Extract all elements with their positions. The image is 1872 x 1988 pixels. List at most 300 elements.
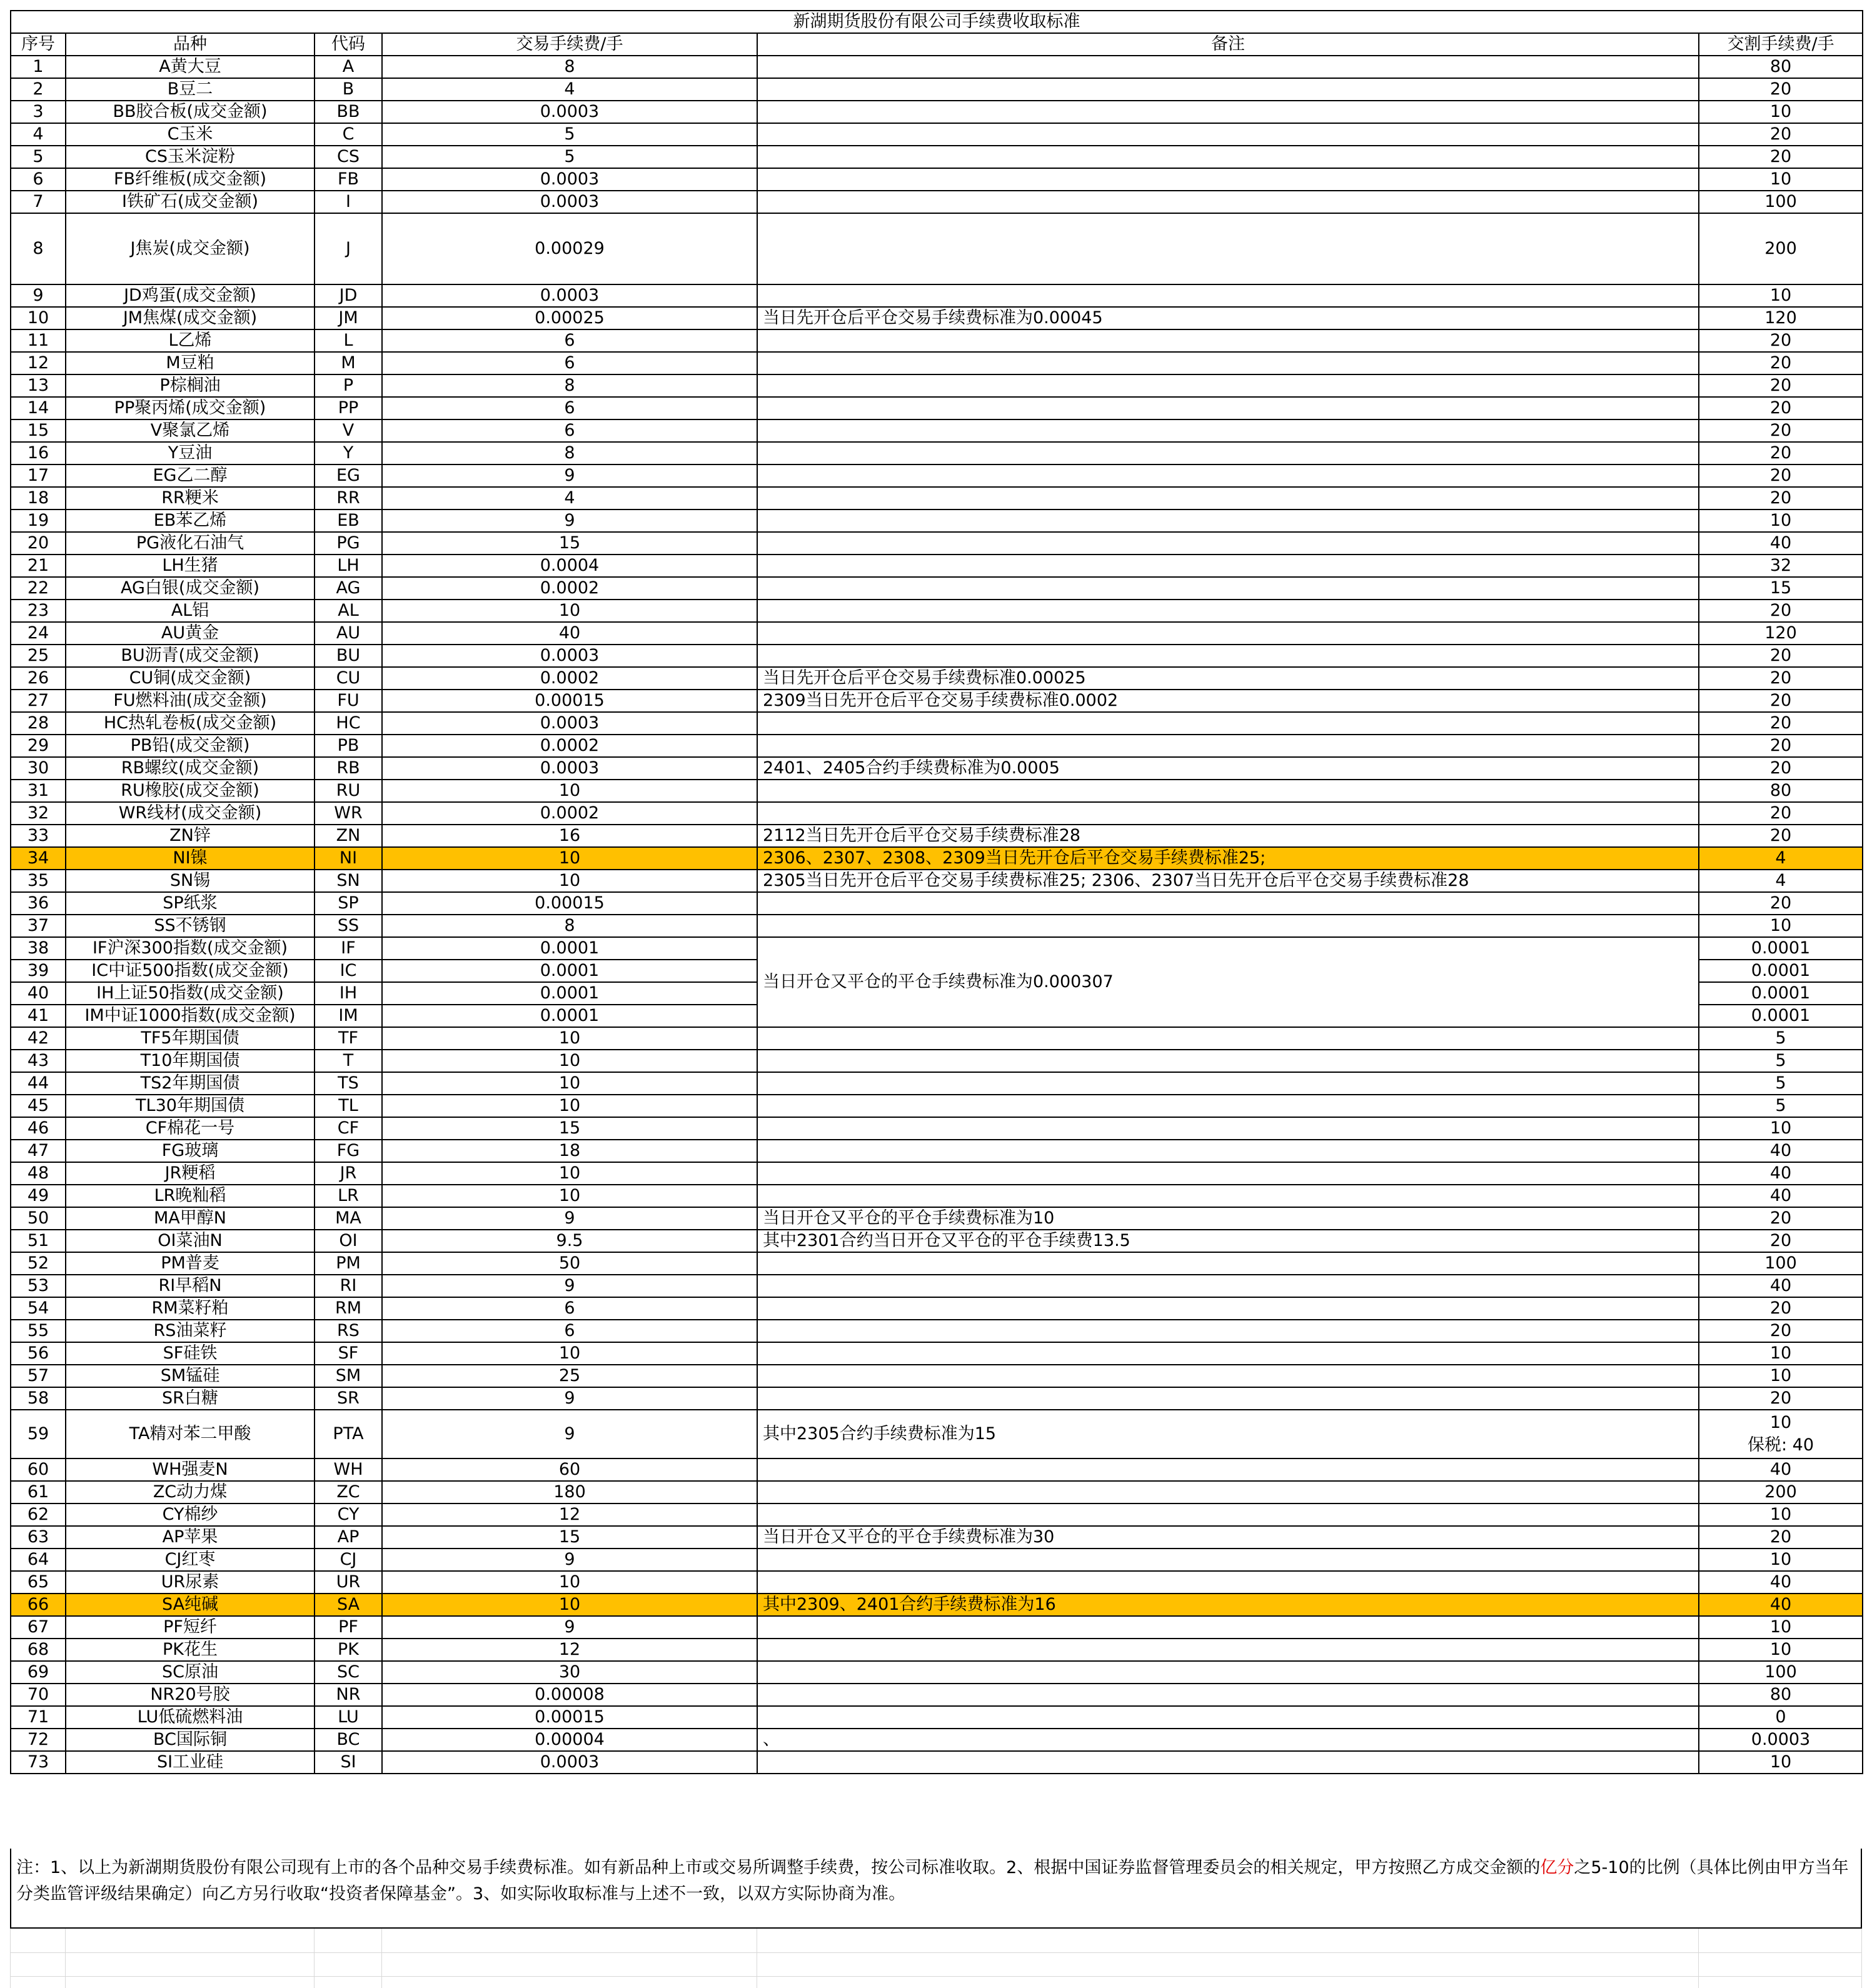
cell-delivery: 10 <box>1699 1342 1863 1365</box>
cell-code: RR <box>315 487 382 510</box>
cell-name: SM锰硅 <box>66 1365 315 1387</box>
cell-remark <box>757 1639 1699 1661</box>
empty-grid-area <box>10 1929 1862 1988</box>
cell-fee: 0.00029 <box>382 213 757 284</box>
cell-delivery: 5 <box>1699 1050 1863 1072</box>
cell-name: SP纸浆 <box>66 892 315 915</box>
cell-name: SR白糖 <box>66 1387 315 1410</box>
table-row <box>11 1342 1863 1365</box>
cell-name: IM中证1000指数(成交金额) <box>66 1005 315 1027</box>
cell-code: A <box>315 56 382 78</box>
table-row <box>11 712 1863 735</box>
cell-delivery: 20 <box>1699 487 1863 510</box>
cell-no: 50 <box>11 1207 66 1230</box>
cell-remark <box>757 1050 1699 1072</box>
table-row <box>11 464 1863 487</box>
cell-no: 27 <box>11 690 66 712</box>
cell-name: RB螺纹(成交金额) <box>66 757 315 780</box>
cell-name: IH上证50指数(成交金额) <box>66 982 315 1005</box>
cell-name: LH生猪 <box>66 555 315 577</box>
table-row <box>11 667 1863 690</box>
cell-name: SI工业硅 <box>66 1751 315 1774</box>
cell-code: FB <box>315 168 382 191</box>
cell-code: HC <box>315 712 382 735</box>
cell-code: CY <box>315 1504 382 1526</box>
cell-remark <box>757 329 1699 352</box>
cell-name: TL30年期国债 <box>66 1095 315 1117</box>
cell-code: SP <box>315 892 382 915</box>
cell-no: 7 <box>11 191 66 213</box>
cell-code: FG <box>315 1140 382 1162</box>
cell-name: IC中证500指数(成交金额) <box>66 960 315 982</box>
cell-remark <box>757 419 1699 442</box>
cell-name: HC热轧卷板(成交金额) <box>66 712 315 735</box>
cell-name: CS玉米淀粉 <box>66 146 315 168</box>
cell-no: 5 <box>11 146 66 168</box>
cell-name: PF短纤 <box>66 1616 315 1639</box>
cell-code: P <box>315 374 382 397</box>
cell-no: 9 <box>11 284 66 307</box>
cell-code: C <box>315 123 382 146</box>
cell-name: TA精对苯二甲酸 <box>66 1410 315 1458</box>
cell-no: 21 <box>11 555 66 577</box>
cell-name: BB胶合板(成交金额) <box>66 101 315 123</box>
cell-fee: 8 <box>382 442 757 464</box>
table-row <box>11 1616 1863 1639</box>
cell-no: 34 <box>11 847 66 870</box>
cell-code: RI <box>315 1275 382 1297</box>
cell-code: J <box>315 213 382 284</box>
cell-code: TL <box>315 1095 382 1117</box>
cell-remark <box>757 78 1699 101</box>
cell-remark <box>757 1458 1699 1481</box>
cell-no: 23 <box>11 600 66 622</box>
cell-no: 8 <box>11 213 66 284</box>
cell-name: PB铅(成交金额) <box>66 735 315 757</box>
cell-fee: 0.0003 <box>382 712 757 735</box>
cell-delivery: 0.0003 <box>1699 1729 1863 1751</box>
cell-remark: 其中2305合约手续费标准为15 <box>757 1410 1699 1458</box>
cell-delivery: 200 <box>1699 213 1863 284</box>
cell-code: BC <box>315 1729 382 1751</box>
cell-code: PM <box>315 1252 382 1275</box>
cell-no: 14 <box>11 397 66 419</box>
cell-fee: 9 <box>382 1616 757 1639</box>
cell-fee: 9 <box>382 1549 757 1571</box>
cell-delivery: 10 <box>1699 101 1863 123</box>
cell-fee: 4 <box>382 487 757 510</box>
cell-code: IF <box>315 937 382 960</box>
cell-name: SS不锈钢 <box>66 915 315 937</box>
cell-code: SM <box>315 1365 382 1387</box>
cell-name: PK花生 <box>66 1639 315 1661</box>
cell-name: IF沪深300指数(成交金额) <box>66 937 315 960</box>
cell-remark <box>757 735 1699 757</box>
cell-no: 64 <box>11 1549 66 1571</box>
cell-no: 25 <box>11 645 66 667</box>
cell-delivery: 20 <box>1699 1387 1863 1410</box>
cell-delivery: 10 <box>1699 1751 1863 1774</box>
cell-remark <box>757 712 1699 735</box>
cell-remark <box>757 284 1699 307</box>
cell-fee: 15 <box>382 532 757 555</box>
footnote <box>10 1849 1862 1929</box>
cell-no: 16 <box>11 442 66 464</box>
cell-delivery: 10 <box>1699 284 1863 307</box>
cell-name: AP苹果 <box>66 1526 315 1549</box>
cell-no: 33 <box>11 825 66 847</box>
cell-name: SF硅铁 <box>66 1342 315 1365</box>
cell-code: JR <box>315 1162 382 1185</box>
cell-delivery: 20 <box>1699 442 1863 464</box>
cell-remark <box>757 352 1699 374</box>
cell-remark <box>757 56 1699 78</box>
cell-name: FG玻璃 <box>66 1140 315 1162</box>
cell-no: 46 <box>11 1117 66 1140</box>
cell-name: TF5年期国债 <box>66 1027 315 1050</box>
cell-code: PTA <box>315 1410 382 1458</box>
cell-fee: 0.0003 <box>382 191 757 213</box>
cell-fee: 0.0004 <box>382 555 757 577</box>
cell-fee: 60 <box>382 1458 757 1481</box>
cell-no: 4 <box>11 123 66 146</box>
cell-delivery: 20 <box>1699 329 1863 352</box>
cell-remark <box>757 802 1699 825</box>
table-row <box>11 374 1863 397</box>
cell-code: CS <box>315 146 382 168</box>
cell-code: RS <box>315 1320 382 1342</box>
cell-fee: 0.0003 <box>382 101 757 123</box>
cell-delivery: 10 <box>1699 915 1863 937</box>
cell-no: 56 <box>11 1342 66 1365</box>
cell-code: ZN <box>315 825 382 847</box>
cell-code: CF <box>315 1117 382 1140</box>
cell-remark: 2306、2307、2308、2309当日先开仓后平仓交易手续费标准25; <box>757 847 1699 870</box>
table-row <box>11 510 1863 532</box>
cell-fee: 5 <box>382 123 757 146</box>
cell-name: ZC动力煤 <box>66 1481 315 1504</box>
cell-fee: 10 <box>382 847 757 870</box>
cell-delivery: 20 <box>1699 123 1863 146</box>
cell-name: J焦炭(成交金额) <box>66 213 315 284</box>
cell-name: RM菜籽粕 <box>66 1297 315 1320</box>
table-row <box>11 600 1863 622</box>
cell-no: 1 <box>11 56 66 78</box>
header-row <box>11 33 1863 56</box>
cell-no: 29 <box>11 735 66 757</box>
cell-no: 55 <box>11 1320 66 1342</box>
cell-code: ZC <box>315 1481 382 1504</box>
cell-code: EB <box>315 510 382 532</box>
cell-name: SA纯碱 <box>66 1594 315 1616</box>
cell-name: EG乙二醇 <box>66 464 315 487</box>
cell-delivery: 20 <box>1699 352 1863 374</box>
cell-remark: 2401、2405合约手续费标准为0.0005 <box>757 757 1699 780</box>
cell-remark <box>757 1162 1699 1185</box>
cell-no: 39 <box>11 960 66 982</box>
cell-name: ZN锌 <box>66 825 315 847</box>
cell-remark <box>757 1751 1699 1774</box>
cell-delivery: 20 <box>1699 690 1863 712</box>
cell-delivery: 40 <box>1699 1185 1863 1207</box>
cell-name: LU低硫燃料油 <box>66 1706 315 1729</box>
cell-delivery: 120 <box>1699 622 1863 645</box>
cell-name: AL铝 <box>66 600 315 622</box>
cell-remark <box>757 213 1699 284</box>
table-row <box>11 622 1863 645</box>
cell-remark <box>757 1320 1699 1342</box>
table-row <box>11 123 1863 146</box>
cell-delivery: 10 <box>1699 1365 1863 1387</box>
cell-delivery: 20 <box>1699 892 1863 915</box>
cell-remark <box>757 1387 1699 1410</box>
header-name: 品种 <box>66 33 315 56</box>
cell-fee: 10 <box>382 1095 757 1117</box>
cell-fee: 10 <box>382 780 757 802</box>
cell-no: 42 <box>11 1027 66 1050</box>
cell-delivery: 80 <box>1699 56 1863 78</box>
cell-fee: 9.5 <box>382 1230 757 1252</box>
cell-fee: 0.0001 <box>382 982 757 1005</box>
cell-delivery: 20 <box>1699 374 1863 397</box>
cell-delivery: 20 <box>1699 1526 1863 1549</box>
cell-fee: 16 <box>382 825 757 847</box>
cell-name: CY棉纱 <box>66 1504 315 1526</box>
cell-fee: 0.0003 <box>382 168 757 191</box>
cell-delivery: 10 <box>1699 1549 1863 1571</box>
cell-fee: 0.00015 <box>382 1706 757 1729</box>
cell-fee: 10 <box>382 1050 757 1072</box>
table-row <box>11 1275 1863 1297</box>
cell-fee: 9 <box>382 1275 757 1297</box>
cell-delivery: 40 <box>1699 1162 1863 1185</box>
cell-no: 57 <box>11 1365 66 1387</box>
table-row <box>11 1050 1863 1072</box>
cell-delivery: 40 <box>1699 1458 1863 1481</box>
cell-no: 10 <box>11 307 66 329</box>
cell-code: FU <box>315 690 382 712</box>
table-row <box>11 56 1863 78</box>
cell-remark <box>757 1117 1699 1140</box>
cell-name: UR尿素 <box>66 1571 315 1594</box>
cell-delivery: 10 <box>1699 1504 1863 1526</box>
cell-remark: 其中2301合约当日开仓又平仓的平仓手续费13.5 <box>757 1230 1699 1252</box>
table-row <box>11 1320 1863 1342</box>
table-row <box>11 487 1863 510</box>
cell-name: V聚氯乙烯 <box>66 419 315 442</box>
table-row <box>11 1661 1863 1684</box>
cell-remark <box>757 510 1699 532</box>
cell-code: JM <box>315 307 382 329</box>
cell-name: I铁矿石(成交金额) <box>66 191 315 213</box>
cell-delivery: 5 <box>1699 1072 1863 1095</box>
cell-remark <box>757 464 1699 487</box>
cell-fee: 0.0003 <box>382 645 757 667</box>
cell-delivery: 20 <box>1699 735 1863 757</box>
table-row <box>11 645 1863 667</box>
cell-remark: 其中2309、2401合约手续费标准为16 <box>757 1594 1699 1616</box>
table-row <box>11 1252 1863 1275</box>
cell-name: AG白银(成交金额) <box>66 577 315 600</box>
cell-no: 36 <box>11 892 66 915</box>
cell-fee: 15 <box>382 1526 757 1549</box>
footnote-part2: 之5-10的比例（具体比例由甲方当年分类监管评级结果确定）向乙方另行收取“投资者保障基金”。3、如实际收取标准与上述不一致，以双方实际协商为准。 <box>16 1858 1849 1904</box>
cell-code: AP <box>315 1526 382 1549</box>
cell-delivery: 20 <box>1699 397 1863 419</box>
cell-name: JM焦煤(成交金额) <box>66 307 315 329</box>
cell-remark: 当日先开仓后平仓交易手续费标准0.00025 <box>757 667 1699 690</box>
table-row <box>11 1458 1863 1481</box>
cell-remark <box>757 1706 1699 1729</box>
cell-code: PK <box>315 1639 382 1661</box>
cell-remark <box>757 123 1699 146</box>
cell-code: M <box>315 352 382 374</box>
cell-remark: 当日先开仓后平仓交易手续费标准为0.00045 <box>757 307 1699 329</box>
table-row <box>11 1571 1863 1594</box>
cell-no: 31 <box>11 780 66 802</box>
cell-code: SA <box>315 1594 382 1616</box>
cell-code: V <box>315 419 382 442</box>
cell-remark <box>757 146 1699 168</box>
table-row <box>11 1095 1863 1117</box>
table-row <box>11 1549 1863 1571</box>
cell-remark <box>757 191 1699 213</box>
cell-delivery: 0 <box>1699 1706 1863 1729</box>
fee-table <box>10 10 1863 1774</box>
cell-fee: 0.0002 <box>382 802 757 825</box>
cell-delivery: 200 <box>1699 1481 1863 1504</box>
table-row <box>11 101 1863 123</box>
cell-remark <box>757 1252 1699 1275</box>
cell-code: IC <box>315 960 382 982</box>
cell-fee: 10 <box>382 1342 757 1365</box>
cell-fee: 10 <box>382 1027 757 1050</box>
table-row <box>11 213 1863 284</box>
cell-name: AU黄金 <box>66 622 315 645</box>
cell-delivery: 0.0001 <box>1699 960 1863 982</box>
table-row <box>11 284 1863 307</box>
header-remark: 备注 <box>757 33 1699 56</box>
cell-fee: 9 <box>382 464 757 487</box>
cell-delivery: 20 <box>1699 78 1863 101</box>
cell-remark: 2112当日先开仓后平仓交易手续费标准28 <box>757 825 1699 847</box>
cell-fee: 0.00015 <box>382 892 757 915</box>
cell-no: 44 <box>11 1072 66 1095</box>
cell-name: C玉米 <box>66 123 315 146</box>
cell-fee: 6 <box>382 397 757 419</box>
table-row <box>11 1072 1863 1095</box>
cell-no: 62 <box>11 1504 66 1526</box>
cell-name: JR粳稻 <box>66 1162 315 1185</box>
header-code: 代码 <box>315 33 382 56</box>
cell-fee: 0.00008 <box>382 1684 757 1706</box>
cell-remark <box>757 532 1699 555</box>
cell-fee: 30 <box>382 1661 757 1684</box>
table-row <box>11 1684 1863 1706</box>
cell-remark <box>757 622 1699 645</box>
cell-fee: 6 <box>382 329 757 352</box>
table-row <box>11 1526 1863 1549</box>
cell-fee: 9 <box>382 1410 757 1458</box>
cell-code: AG <box>315 577 382 600</box>
cell-remark <box>757 1185 1699 1207</box>
cell-fee: 10 <box>382 870 757 892</box>
table-row <box>11 1207 1863 1230</box>
cell-delivery: 0.0001 <box>1699 937 1863 960</box>
cell-fee: 0.0001 <box>382 937 757 960</box>
table-row <box>11 1706 1863 1729</box>
table-row <box>11 532 1863 555</box>
cell-name: LR晚籼稻 <box>66 1185 315 1207</box>
table-row <box>11 757 1863 780</box>
cell-remark <box>757 1342 1699 1365</box>
cell-no: 37 <box>11 915 66 937</box>
cell-no: 70 <box>11 1684 66 1706</box>
cell-delivery: 100 <box>1699 1252 1863 1275</box>
cell-code: UR <box>315 1571 382 1594</box>
cell-no: 17 <box>11 464 66 487</box>
cell-no: 65 <box>11 1571 66 1594</box>
cell-no: 47 <box>11 1140 66 1162</box>
cell-code: EG <box>315 464 382 487</box>
cell-fee: 10 <box>382 1072 757 1095</box>
cell-name: P棕榈油 <box>66 374 315 397</box>
cell-name: B豆二 <box>66 78 315 101</box>
cell-name: TS2年期国债 <box>66 1072 315 1095</box>
cell-no: 6 <box>11 168 66 191</box>
cell-remark <box>757 1661 1699 1684</box>
footnote-red-text: 亿分 <box>1540 1858 1574 1877</box>
table-row <box>11 825 1863 847</box>
fee-schedule-sheet <box>10 10 1862 1774</box>
cell-delivery: 20 <box>1699 600 1863 622</box>
cell-remark: 2309当日先开仓后平仓交易手续费标准0.0002 <box>757 690 1699 712</box>
cell-no: 61 <box>11 1481 66 1504</box>
cell-name: EB苯乙烯 <box>66 510 315 532</box>
cell-delivery: 40 <box>1699 1571 1863 1594</box>
cell-no: 68 <box>11 1639 66 1661</box>
cell-fee: 8 <box>382 915 757 937</box>
cell-delivery: 4 <box>1699 870 1863 892</box>
cell-name: M豆粕 <box>66 352 315 374</box>
cell-no: 48 <box>11 1162 66 1185</box>
cell-code: PB <box>315 735 382 757</box>
header-delivery: 交割手续费/手 <box>1699 33 1863 56</box>
table-row <box>11 892 1863 915</box>
cell-no: 52 <box>11 1252 66 1275</box>
table-row <box>11 1117 1863 1140</box>
cell-remark <box>757 168 1699 191</box>
cell-remark <box>757 1481 1699 1504</box>
cell-name: L乙烯 <box>66 329 315 352</box>
cell-delivery: 0.0001 <box>1699 1005 1863 1027</box>
cell-no: 66 <box>11 1594 66 1616</box>
cell-code: T <box>315 1050 382 1072</box>
cell-code: CU <box>315 667 382 690</box>
table-row <box>11 352 1863 374</box>
cell-delivery: 20 <box>1699 667 1863 690</box>
cell-code: PG <box>315 532 382 555</box>
cell-no: 67 <box>11 1616 66 1639</box>
cell-fee: 0.0001 <box>382 960 757 982</box>
table-row <box>11 1027 1863 1050</box>
cell-no: 41 <box>11 1005 66 1027</box>
cell-fee: 0.0003 <box>382 1751 757 1774</box>
cell-name: RI早稻N <box>66 1275 315 1297</box>
cell-code: SF <box>315 1342 382 1365</box>
cell-no: 54 <box>11 1297 66 1320</box>
cell-code: PF <box>315 1616 382 1639</box>
